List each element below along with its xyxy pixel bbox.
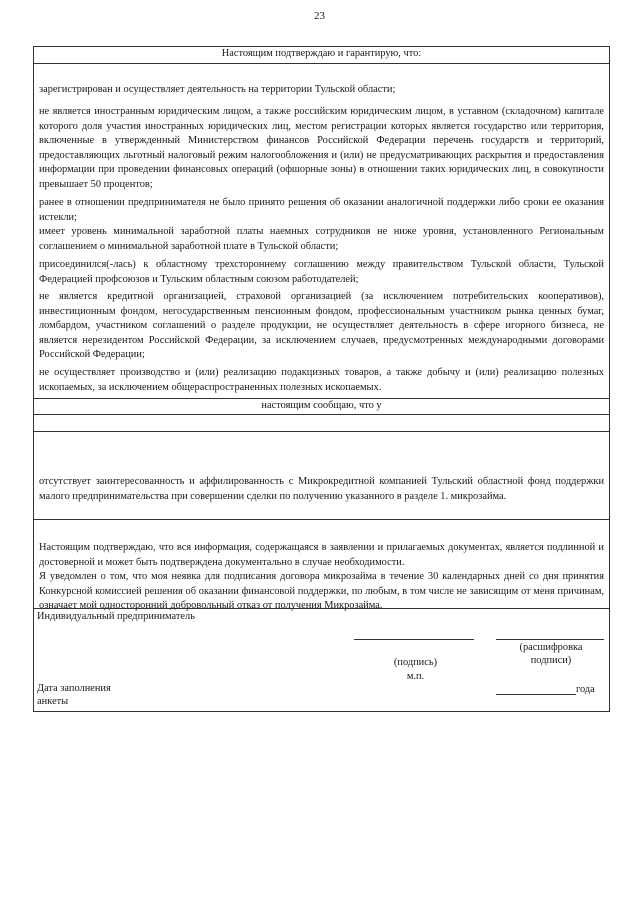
signature-label: (подпись) [393,657,438,668]
guarantee-item-foreign-capital: не является иностранным юридическим лицом, а также российским юридическим лицом, в уставном (складочном) капитале которого доля участия иностранных юридических лиц, местом регистрации которых является государство или территория, включенные в утвержденный Министерством финансов Российской Федерации перечень государств и территорий, предоставляющих льготный налоговый режим налогообложения и (или) не предусматривающих раскрытия и предоставления информации при проведении финансовых операций (офшорные зоны) в отношении таких юридических лиц, в совокупности превышает 50 процентов; [39,106,604,190]
section2-header: настоящим сообщаю, что у [261,400,382,411]
no-affiliation-statement: отсутствует заинтересованность и аффилированность с Микрокредитной компанией Тульский областной фонд поддержки малого предпринимательства при совершении сделки по получению указанного в разделе 1. микрозайма. [39,476,604,502]
section2-header-divider [33,414,610,415]
guarantee-item-prior-support: ранее в отношении предпринимателя не было принято решения об оказании аналогичной поддержки либо сроки ее оказания истекли; [39,197,604,223]
section1-header: Настоящим подтверждаю и гарантирую, что: [221,48,422,59]
non-appearance-notice: Я уведомлен о том, что моя неявка для подписания договора микрозайма в течение 30 календарных дней со дня принятия Конкурсной комиссией решения об оказании финансовой поддержки, по любым, в том числе не зависящим от меня причинам, означает мой односторонний добровольный отказ от получения Микрозайма. [39,571,604,611]
decryption-line[interactable] [496,639,604,640]
page-number: 23 [314,10,325,22]
guarantee-item-registration: зарегистрирован и осуществляет деятельность на территории Тульской области; [39,84,396,95]
date-label: Дата заполнения анкеты [37,683,111,707]
entrepreneur-label: Индивидуальный предприниматель [37,611,195,622]
guarantee-item-tripartite-agreement: присоединился(-лась) к областному трехстороннему соглашению между правительством Тульской области, Тульской Федерацией профсоюзов и Тульским областным союзом работодателей; [39,259,604,285]
declaration-form [33,46,610,711]
form-right-border [609,46,610,711]
section2-bottom-divider [33,519,610,520]
section1-header-divider [33,63,610,64]
guarantee-item-excise-goods: не осуществляет производство и (или) реализацию подакцизных товаров, а также добычу и (или) реализацию полезных ископаемых, за исключением общераспространенных полезных ископаемых. [39,367,604,393]
form-bottom-border [33,711,610,712]
date-year-line[interactable] [496,694,576,695]
information-accuracy-statement: Настоящим подтверждаю, что вся информация, содержащаяся в заявлении и прилагаемых документах, является подлинной и достоверной и может быть подтверждена документально в случае необходимости. [39,542,604,568]
year-suffix: года [576,684,595,695]
guarantee-item-excluded-activities: не является кредитной организацией, страховой организацией (за исключением потребительских кооперативов), инвестиционным фондом, негосударственным пенсионным фондом, профессиональным участником рынка ценных бумаг, ломбардом, участником соглашений о разделе продукции, не осуществляет деятельность в сфере игорного бизнеса, не является нерезидентом Российской Федерации, за исключением случаев, предусмотренных международными договорами Российской Федерации; [39,291,604,360]
guarantee-item-minimum-wage: имеет уровень минимальной заработной платы наемных сотрудников не ниже уровня, установленного Региональным соглашением о минимальной заработной плате в Тульской области; [39,226,604,252]
form-left-border [33,46,34,711]
decryption-label: (расшифровка подписи) [519,642,583,666]
section2-name-divider [33,431,610,432]
signature-line[interactable] [354,639,474,640]
stamp-label: м.п. [406,671,425,682]
